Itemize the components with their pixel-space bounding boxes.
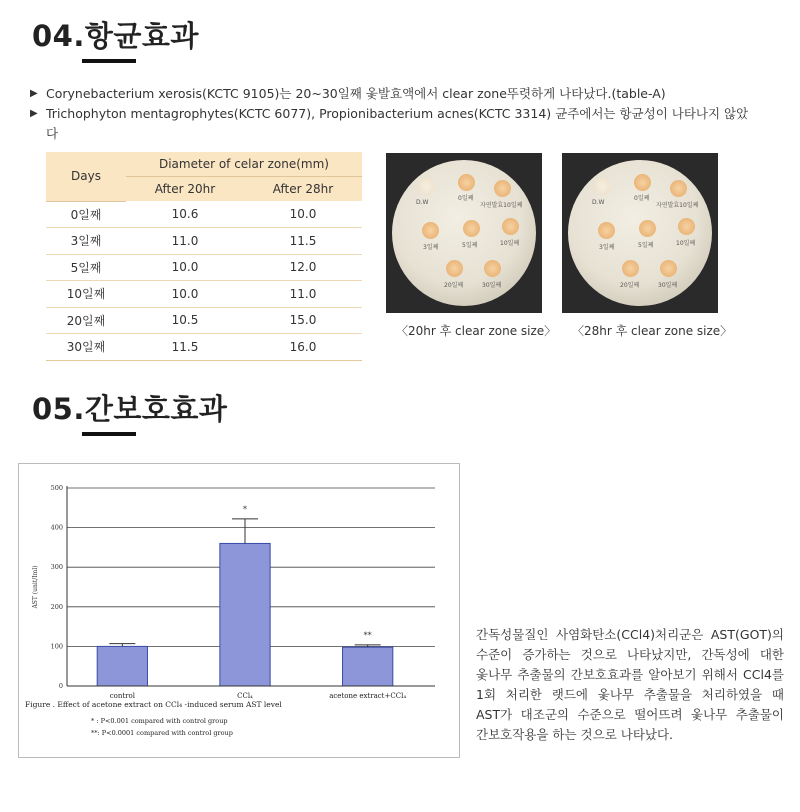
value-20hr-cell: 10.0 [126,281,244,308]
liver-protection-description: 간독성물질인 사염화탄소(CCl4)처리군은 AST(GOT)의 수준이 증가하는 것으로 나타났지만, 간독성에 대한 옻나무 추출물의 간보호효과를 알아보기 위해서 CCl4를 1회 처리한 랫드에 옻나무 추출물을 처리하였을 때 AST가 대조군의 수준으로 떨어뜨려 옻나무 추출물이 간보호작용을 하는 것으로 나타났다. [476,627,784,742]
disc-day3 [422,222,439,239]
title-underline [82,59,136,63]
y-tick-label: 500 [50,484,63,492]
plate-label: 3일째 [599,244,615,251]
table-row [46,281,362,308]
day-cell: 20일째 [46,307,126,334]
bar [97,646,147,686]
day-cell: 0일째 [46,201,126,228]
x-category-label: control [109,692,135,700]
ast-bar-chart-svg [19,464,459,757]
photo-caption-20hr: 〈20hr 후 clear zone size〉 [396,324,557,338]
plate-label: D.W [416,199,429,206]
plate-label: 5일째 [462,242,478,249]
bullet-list [30,84,750,144]
disc-day3 [598,222,615,239]
disc-day10 [678,218,695,235]
bullet-text: Corynebacterium xerosis(KCTC 9105)는 20~30일째 옻발효액에서 clear zone뚜렷하게 나타났다.(table-A) [46,86,666,101]
plate-label: 0일째 [458,195,474,202]
value-20hr-cell: 10.6 [126,201,244,228]
day-cell: 5일째 [46,254,126,281]
significance-marker: * [243,504,247,514]
bar [343,647,393,686]
value-20hr-cell: 10.0 [126,254,244,281]
value-20hr-cell: 11.0 [126,228,244,255]
value-28hr-cell: 11.5 [244,228,362,255]
petri-dish-photo-28hr [562,153,718,313]
disc-day30 [484,260,501,277]
footnote: **: P<0.0001 compared with control group [91,729,233,737]
photo-caption-28hr: 〈28hr 후 clear zone size〉 [572,324,733,338]
plate-label: 20일째 [444,282,464,289]
y-tick-label: 400 [50,523,63,532]
petri-dish-photo-20hr [386,153,542,313]
plate-label: 자연발효10일째 [480,202,523,209]
disc-day20 [446,260,463,277]
plate-label: 0일째 [634,195,650,202]
table-row [46,201,362,228]
day-cell: 10일째 [46,281,126,308]
y-tick-label: 300 [50,563,63,572]
table-row [46,334,362,361]
plate-label: 10일째 [676,240,696,247]
petri-dish [392,160,536,306]
y-tick-label: 0 [58,682,63,690]
bullet-item [30,104,750,144]
table-row [46,228,362,255]
section-title-antibacterial: 04.항균효과 [32,19,199,53]
value-28hr-cell: 11.0 [244,281,362,308]
disc-day0 [634,174,651,191]
plate-label: 30일째 [482,282,502,289]
clear-zone-table [46,152,362,361]
day-cell: 3일째 [46,228,126,255]
y-tick-label: 200 [50,602,63,611]
triangle-bullet-icon: ▶ [30,108,38,119]
x-category-label: acetone extract+CCl₄ [329,692,407,700]
bar [220,543,270,686]
disc-natural [494,180,511,197]
disc-natural [670,180,687,197]
y-axis-label: AST (unit/Iml) [32,565,39,609]
disc-dw [594,178,611,195]
value-28hr-cell: 12.0 [244,254,362,281]
title-underline [82,432,136,436]
plate-label: 5일째 [638,242,654,249]
section-title-liver-protection: 05.간보호효과 [32,392,228,426]
disc-day5 [463,220,480,237]
plate-label: D.W [592,199,605,206]
plate-label: 자연발효10일째 [656,202,699,209]
plate-label: 10일째 [500,240,520,247]
bullet-text: Trichophyton mentagrophytes(KCTC 6077), Propionibacterium acnes(KCTC 3314) 균주에서는 항균성이 나타나지 않았다 [46,106,749,141]
disc-day20 [622,260,639,277]
value-20hr-cell: 11.5 [126,334,244,361]
chart-caption: Figure . Effect of acetone extract on CCl₄ -induced serum AST level [25,700,282,709]
value-28hr-cell: 10.0 [244,201,362,228]
disc-day0 [458,174,475,191]
diameter-header: Diameter of celar zone(mm) [126,152,362,177]
disc-dw [418,178,435,195]
footnote: * : P<0.001 compared with control group [91,717,228,725]
plate-label: 20일째 [620,282,640,289]
ast-chart [18,463,460,758]
plate-label: 30일째 [658,282,678,289]
days-header: Days [46,152,126,201]
x-category-label: CCl₄ [237,692,253,700]
disc-day5 [639,220,656,237]
value-28hr-cell: 16.0 [244,334,362,361]
day-cell: 30일째 [46,334,126,361]
plate-label: 3일째 [423,244,439,251]
table-row [46,307,362,334]
table-row [46,254,362,281]
after-28hr-header: After 28hr [244,177,362,202]
after-20hr-header: After 20hr [126,177,244,202]
petri-dish [568,160,712,306]
significance-marker: ** [363,630,372,640]
triangle-bullet-icon: ▶ [30,88,38,99]
disc-day10 [502,218,519,235]
disc-day30 [660,260,677,277]
y-tick-label: 100 [50,642,63,651]
value-28hr-cell: 15.0 [244,307,362,334]
bullet-item [30,84,750,104]
value-20hr-cell: 10.5 [126,307,244,334]
